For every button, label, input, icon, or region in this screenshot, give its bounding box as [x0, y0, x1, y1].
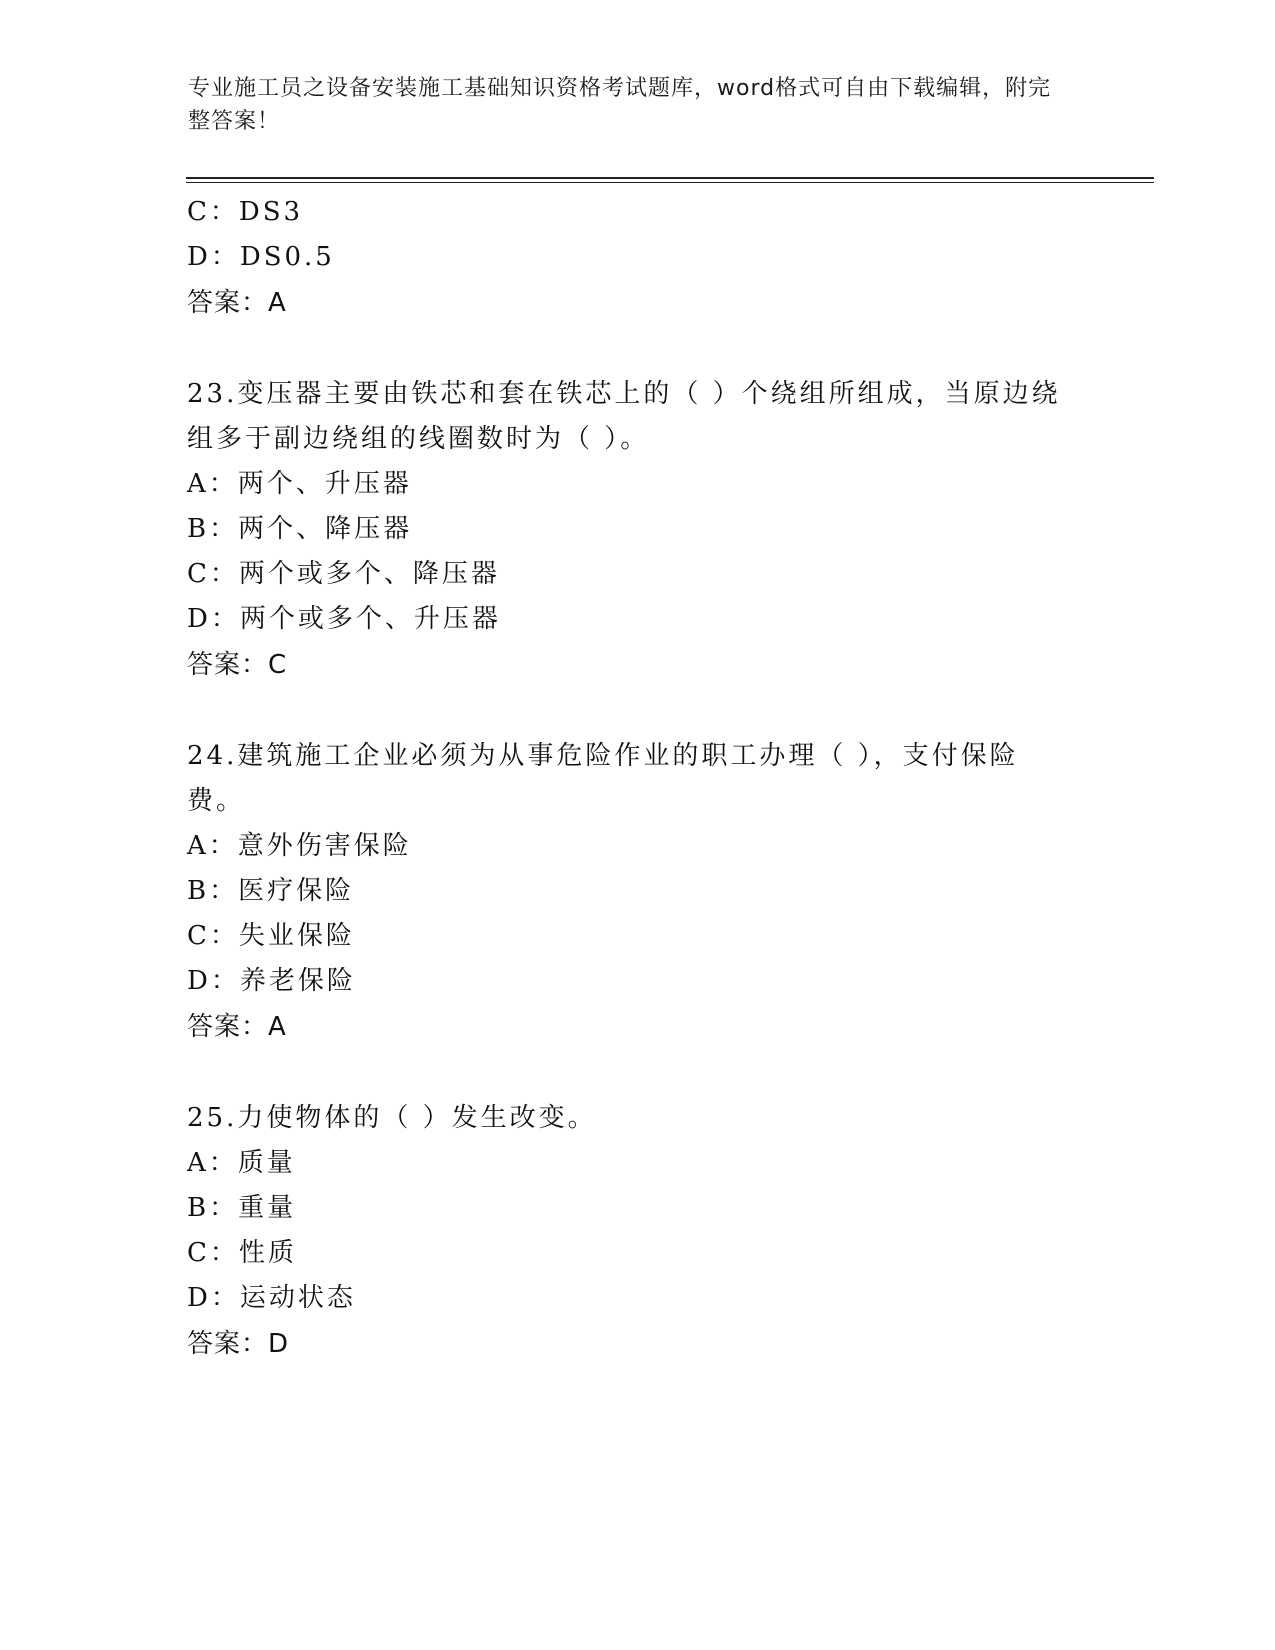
option-d: D：运动状态: [187, 1283, 356, 1313]
header-divider-thin: [186, 182, 1154, 183]
option-a: A：质量: [187, 1148, 296, 1178]
option-b: B：医疗保险: [187, 876, 355, 906]
option-b: B：重量: [187, 1193, 297, 1223]
answer-line: 答案：D: [187, 1329, 290, 1359]
option-d: D：养老保险: [187, 966, 356, 996]
question-list: [187, 190, 1087, 1367]
page-header: 专业施工员之设备安装施工基础知识资格考试题库，word格式可自由下载编辑，附完整答案！: [188, 76, 1052, 134]
continued-question: [187, 190, 1087, 326]
option-c: C：两个或多个、降压器: [187, 559, 500, 589]
question-text: 23.变压器主要由铁芯和套在铁芯上的（ ）个绕组所组成，当原边绕组多于副边绕组的线圈数时为（ ）。: [187, 379, 1061, 454]
option-a: A：意外伤害保险: [187, 831, 412, 861]
question-text: 25.力使物体的（ ）发生改变。: [187, 1103, 597, 1133]
option-c: C：失业保险: [187, 921, 355, 951]
option-d: D：两个或多个、升压器: [187, 604, 501, 634]
question-25: [187, 1096, 1087, 1367]
option-b: B：两个、降压器: [187, 514, 413, 544]
option-c: C：性质: [187, 1238, 297, 1268]
option-a: A：两个、升压器: [187, 469, 412, 499]
option-c: C：DS3: [187, 197, 304, 227]
option-d: D：DS0.5: [187, 242, 335, 272]
answer-line: 答案：A: [187, 288, 287, 318]
question-24: [187, 734, 1087, 1050]
answer-line: 答案：A: [187, 1012, 287, 1042]
answer-line: 答案：C: [187, 650, 288, 680]
question-text: 24.建筑施工企业必须为从事危险作业的职工办理（ ），支付保险费。: [187, 741, 1019, 816]
header-divider-thick: [186, 177, 1154, 179]
question-23: [187, 372, 1087, 688]
